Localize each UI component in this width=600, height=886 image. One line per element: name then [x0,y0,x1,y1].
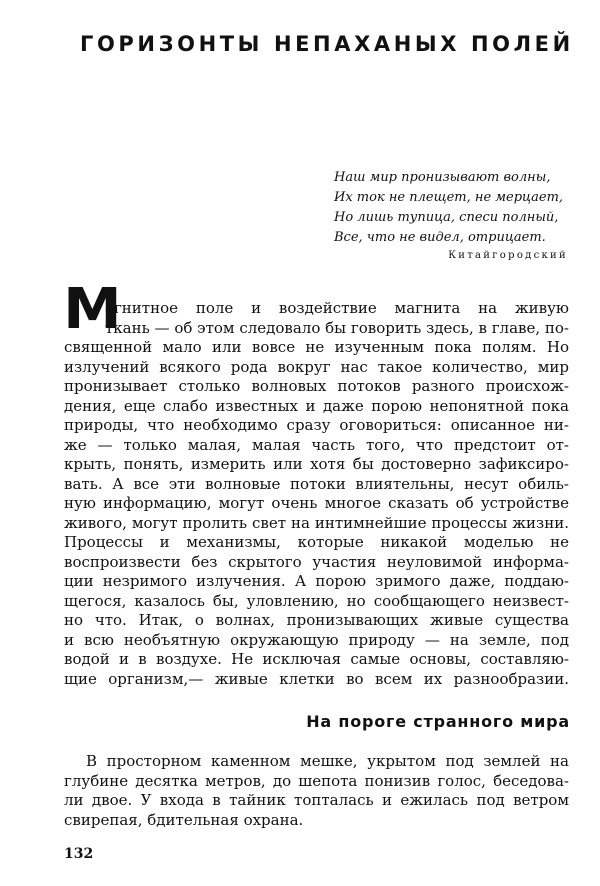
text-line: Процессы и механизмы, которые никакой моделью не [64,533,569,551]
epigraph-line: Но лишь тупица, спеси полный, [334,210,559,225]
paragraph-2 [64,752,569,830]
text-line: щегося, казалось бы, уловлению, но сообщающего неизвест- [64,591,569,610]
text-line: щие организм,— живые клетки во всем их разнообразии. [64,669,569,688]
paragraph-1 [64,299,569,689]
text-line: и всю необъятную окружающую природу — на земле, под [64,630,569,649]
text-line: водой и в воздухе. Не исключая самые основы, составляю- [64,650,569,668]
epigraph [334,168,569,248]
text-line: крыть, понять, измерить или хотя бы достоверно зафиксиро- [64,455,569,473]
drop-cap: М [63,277,122,342]
text-line: ткань — об этом следовало бы говорить здесь, в главе, по- [105,318,569,337]
text-line: ную информацию, могут очень многое сказать об устройстве [64,494,569,512]
epigraph-line: Наш мир пронизывают волны, [334,170,551,185]
text-line: глубине десятка метров, до шепота понизив голос, беседова- [64,771,569,790]
text-line: В просторном каменном мешке, укрытом под землей на [86,752,569,770]
text-line: излучений всякого рода вокруг нас такое количество, мир [64,357,569,376]
page-number: 132 [64,846,94,862]
chapter-title: ГОРИЗОНТЫ НЕПАХАНЫХ ПОЛЕЙ [80,32,574,56]
text-line: природы, что необходимо сразу оговориться: описанное ни- [64,416,569,434]
text-line: пронизывает столько волновых потоков разного происхож- [64,377,569,395]
text-line: священной мало или вовсе не изученным пока полям. Но [64,338,569,356]
text-line: ли двое. У входа в тайник топталась и ежилась под ветром [64,791,569,809]
text-line: воспроизвести без скрытого участия неуловимой информа- [64,552,569,571]
epigraph-line: Все, что не видел, отрицает. [334,230,546,245]
text-line: же — только малая, малая часть того, что предстоит от- [64,435,569,454]
text-line: ции незримого излучения. А порою зримого даже, поддаю- [64,572,569,590]
epigraph-author: Китайгородский [448,250,568,261]
text-line: вать. А все эти волновые потоки влиятельны, несут обиль- [64,474,569,493]
text-line: живого, могут пролить свет на интимнейшие процессы жизни. [64,513,569,532]
text-line: дения, еще слабо известных и даже порою непонятной пока [64,396,569,415]
text-line: но что. Итак, о волнах, пронизывающих живые существа [64,611,569,629]
text-line: свирепая, бдительная охрана. [64,810,304,829]
text-line: агнитное поле и воздействие магнита на живую [105,299,569,317]
epigraph-line: Их ток не плещет, не мерцает, [334,190,564,205]
section-heading: На пороге странного мира [306,712,570,731]
